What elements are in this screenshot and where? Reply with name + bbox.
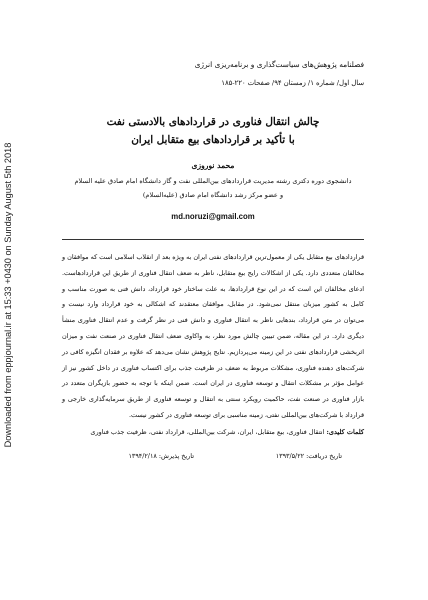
- affiliation-line-2: و عضو مرکز رشد دانشگاه امام صادق (علیه‌السلام): [142, 191, 284, 199]
- author-block: [62, 161, 364, 221]
- title-line-2: با تأکید بر قراردادهای بیع متقابل ایران: [131, 134, 295, 146]
- download-notice: Downloaded from eppjournal.ir at 15:33 +0430 on Sunday August 5th 2018: [3, 142, 13, 448]
- received-date: تاریخ دریافت: ۱۳۹۳/۵/۲۲: [275, 451, 342, 460]
- author-email[interactable]: md.noruzi@gmail.com: [171, 212, 255, 221]
- article-first-page: [62, 60, 364, 468]
- article-dates: [62, 452, 364, 468]
- author-name: محمد نوروزی: [191, 161, 235, 170]
- issue-info: سال اول/ شماره ۱/ زمستان ۹۴/ صفحات ۲۲۰-۱۸۵: [221, 79, 364, 87]
- keywords-label: کلمات کلیدی:: [326, 427, 364, 436]
- keywords: [62, 428, 364, 436]
- keywords-list: انتقال فناوری، بیع متقابل، ایران، شرکت بین‌المللی، قرارداد نفتی، ظرفیت جذب فناوری: [90, 427, 325, 436]
- title-line-1: چالش انتقال فناوری در قراردادهای بالادستی نفت: [106, 116, 320, 128]
- journal-name: فصلنامه پژوهش‌های سیاست‌گذاری و برنامه‌ریزی انرژی: [194, 60, 364, 69]
- affiliation-line-1: دانشجوی دوره دکتری رشته مدیریت قراردادهای بین‌المللی نفت و گاز دانشگاه امام صادق علیه السلام: [74, 177, 352, 185]
- accepted-date: تاریخ پذیرش: ۱۳۹۴/۲/۱۸: [128, 451, 194, 460]
- article-title: [62, 113, 364, 149]
- abstract: قراردادهای بیع متقابل یکی از معمول‌ترین قراردادهای نفتی ایران به ویژه بعد از انقلاب اسلامی است که موافقان و مخالفان متعددی دارد. یکی از اشکالات رایج بیع متقابل، ناظر به ضعف انتقال فناوری از طریق این قراردادهاست. ادعای مخالفان این است که در این نوع قراردادها، به علت ساختار خود قرارداد، دانش فنی به صورت مناسب و کامل به کشور میزبان منتقل نمی‌شود. در مقابل، موافقان معتقدند که اشکالی به خود قرارداد وارد نیست و می‌توان در متن قرارداد، بندهایی ناظر به انتقال فناوری و دانش فنی در نظر گرفت و عدم انتقال فناوری منشأ دیگری دارد. در این مقاله، ضمن تبیین چالش مورد نظر، به واکاوی ضعف انتقال فناوری در صنعت نفت و میزان اثربخشی قراردادهای نفتی در این زمینه می‌پردازیم. نتایج پژوهش نشان می‌دهد که علاوه بر فقدان انگیزه کافی در شرکت‌های دهنده فناوری، مشکلات مربوط به ضعف در ظرفیت جذب برای اکتساب فناوری در داخل کشور نیز از عوامل مؤثر بر مشکلات انتقال و توسعه فناوری در ایران است. ضمن اینکه با توجه به حضور بازیگران متعدد در بازار فناوری در صنعت نفت، حاکمیت رویکرد سنتی به انتقال و توسعه فناوری از طریق سرمایه‌گذاری خارجی و قرارداد با شرکت‌های بین‌المللی نفتی، زمینه مناسبی برای توسعه فناوری در کشور نیست.: [62, 253, 364, 419]
- divider: [62, 239, 364, 240]
